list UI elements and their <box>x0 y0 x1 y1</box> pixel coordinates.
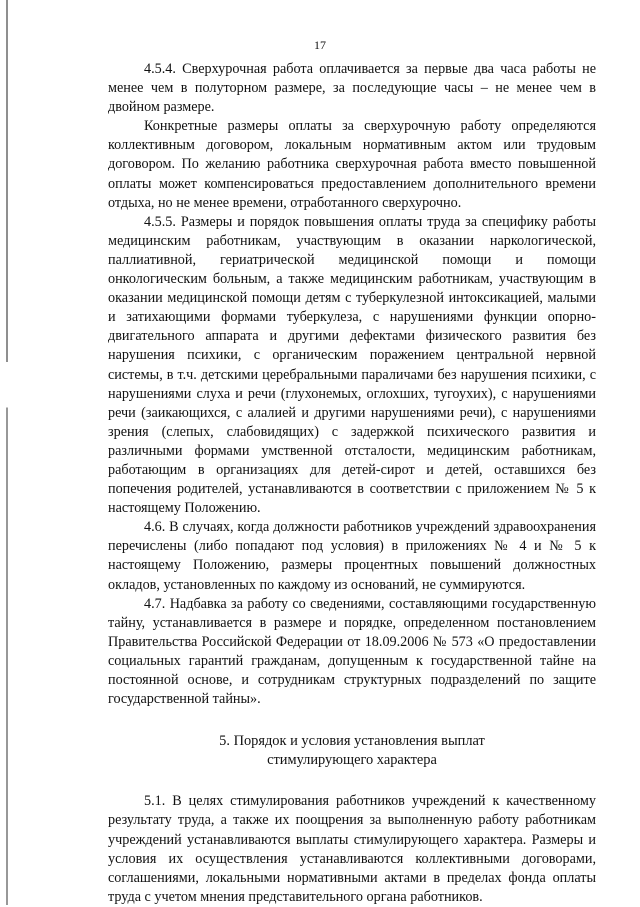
page-number: 17 <box>314 38 326 52</box>
section-heading-line-1: 5. Порядок и условия установления выплат <box>219 733 485 750</box>
section-heading <box>108 732 596 770</box>
paragraph-5-1: 5.1. В целях стимулирования работников учреждений к качественному результату труда, а также их поощрения за выполненную работу работникам учреждений устанавливаются выплаты стимулирующего характера. Размеры и условия их осуществления устанавливаются коллективными договорами, соглашениями, локальными нормативными актами в пределах фонда оплаты труда с учетом мнения представительного органа работников. <box>108 793 596 905</box>
paragraph-overtime-pay: Конкретные размеры оплаты за сверхурочную работу определяются коллективным договором, локальным нормативным актом или трудовым договором. По желанию работника сверхурочная работа вместо повышенной оплаты может компенсироваться предоставлением дополнительного времени отдыха, но не менее времени, отработанного сверхурочно. <box>108 118 596 211</box>
scan-edge-line <box>6 0 8 905</box>
paragraph-4-7: 4.7. Надбавка за работу со сведениями, составляющими государственную тайну, устанавливается в размере и порядке, определенном постановлением Правительства Российской Федерации от 18.09.2006 № 573 «О предоставлении социальных гарантий гражданам, допущенным к государственной тайне на постоянной основе, и сотрудникам структурных подразделений по защите государственной тайны». <box>108 595 596 708</box>
paragraph-4-5-5: 4.5.5. Размеры и порядок повышения оплаты труда за специфику работы медицинским работникам, участвующим в оказании наркологической, паллиативной, гериатрической медицинской помощи и помощи онкологическим больным, а также медицинским работникам, участвующим в оказании медицинской помощи детям с туберкулезной интоксикацией, малыми и затихающими формами туберкулеза, с нарушениями функции опорно-двигательного аппарата и другими дефектами физического развития без нарушения психики, с органическим поражением центральной нервной системы, в т.ч. детскими церебральными параличами без нарушения психики, с нарушениями слуха и речи (глухонемых, оглохших, тугоухих), с нарушениями речи (заикающихся, с алалией и другими нарушениями речи), с нарушениями зрения (слепых, слабовидящих) с задержкой психического развития и различными формами умственной отсталости, медицинским работникам, работающим в организациях для детей-сирот и детей, оставшихся без попечения родителей, устанавливаются в соответствии с приложением № 5 к настоящему Положению. <box>108 213 596 517</box>
section-heading-line-2: стимулирующего характера <box>267 752 437 769</box>
document-body <box>108 60 596 907</box>
paragraph-4-6: 4.6. В случаях, когда должности работников учреждений здравоохранения перечислены (либо попадают под условия) в приложениях № 4 и № 5 к настоящему Положению, размеры процентных повышений должностных окладов, установленных по каждому из оснований, не суммируются. <box>108 519 596 593</box>
paragraph-4-5-4: 4.5.4. Сверхурочная работа оплачивается за первые два часа работы не менее чем в полуторном размере, за последующие часы – не менее чем в двойном размере. <box>108 61 596 116</box>
